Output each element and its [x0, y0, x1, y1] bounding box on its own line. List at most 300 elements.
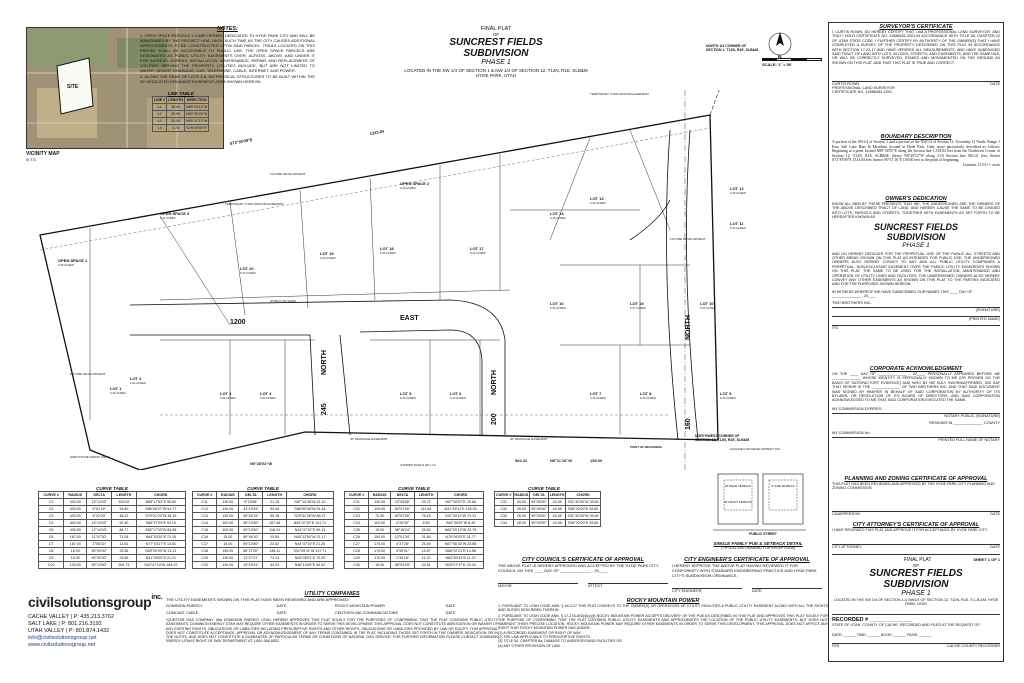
notes-block	[140, 26, 315, 84]
curve-table-cell: 90°00'00"	[531, 507, 547, 511]
lot-label-area: 0.44 ACRES	[730, 226, 746, 230]
curve-table-cell: 13°14'03"	[87, 499, 112, 506]
lot-label-area: 0.44 ACRES	[380, 251, 396, 255]
curve-table-4	[494, 486, 599, 527]
surveyor-title: SURVEYOR'S CERTIFICATE	[879, 24, 953, 30]
curve-table-cell: 11.22	[415, 555, 438, 562]
curve-table-cell: 25.59	[415, 541, 438, 548]
curve-table-cell: 63°57'50"	[391, 513, 415, 520]
council-title: CITY COUNCIL'S CERTIFICATE OF APPROVAL	[521, 557, 644, 563]
curve-table-header-cell: LENGTH	[549, 493, 565, 497]
curve-table-header-cell: CURVE #	[39, 492, 64, 499]
curve-table-cell: S66°00'08"W 91.44	[286, 506, 333, 513]
curve-table-cell: N66°02'21"E 14.56	[438, 548, 484, 555]
logo-wordmark: civilsolutionsgroup$^{inc.}$	[28, 594, 163, 610]
curve-table-cell: 63°57'50"	[391, 506, 415, 513]
curve-table-header-cell: CHORD	[566, 492, 600, 499]
curve-table-cell: 15.00	[217, 541, 239, 548]
curve-table-cell: 48.22	[112, 513, 136, 520]
lot-label-area: 0.44 ACRES	[470, 251, 486, 255]
open-space-label-area: 0.35 ACRES	[58, 263, 74, 267]
curve-table-cell: 39°44'19"	[239, 513, 263, 520]
curve-table-row	[495, 499, 601, 506]
bearing-bottom-2: N0°11'16"W	[550, 458, 573, 463]
curve-table-cell: 90°13'50"	[239, 520, 263, 527]
curve-table-row	[345, 534, 484, 541]
corporate-printed: PRINTED FULL NAME OF NOTARY	[832, 437, 1000, 442]
curve-table-cell: 130.00	[217, 555, 239, 562]
curve-table-cell: N25°25'21"E 70.29	[286, 555, 333, 562]
north-arrow-icon	[760, 30, 800, 60]
curve-table-header-cell: CHORD	[136, 492, 185, 499]
greystone-label: GREYSTONE FARMS UNIT 2	[70, 455, 111, 459]
curve-table-row	[193, 499, 334, 506]
curve-table-cell: 2°06'33"	[87, 541, 112, 548]
notes-title: NOTES:	[217, 26, 238, 32]
curve-table-cell: 133.00	[64, 562, 87, 569]
site-label: SITE	[67, 84, 79, 90]
line-table-cell: L1	[153, 104, 167, 111]
setback-side: 8' SIDE SETBACK	[771, 484, 795, 488]
attorney-title: CITY ATTORNEY'S CERTIFICATE OF APPROVAL	[852, 522, 980, 528]
lot-label-area: 0.44 ACRES	[220, 396, 236, 400]
boundary-contains: Contains 13.54 +/- acres	[962, 162, 1000, 167]
engineer-certificate	[672, 557, 822, 593]
planning-certificate	[832, 476, 1000, 516]
curve-table-4-title: CURVE TABLE	[528, 486, 560, 491]
lot-label-area: 0.44 ACRES	[550, 306, 566, 310]
lot-label-name: LOT 12	[730, 186, 744, 191]
lot-label-name: LOT 14	[550, 211, 564, 216]
rmp-title: ROCKY MOUNTAIN POWER	[626, 598, 700, 604]
curve-table-header-cell: CURVE #	[193, 492, 217, 499]
curve-table-cell: N31°39'11"E 105.93	[438, 506, 484, 513]
curve-table-cell: 400.00	[64, 520, 87, 527]
curve-table-cell: C33	[495, 513, 514, 520]
line-table-cell: L3	[153, 118, 167, 125]
logo-email[interactable]: info@civilsolutionsgroup.net	[28, 635, 97, 641]
curve-table-1	[38, 486, 186, 569]
utility-comcast-date: DATE	[276, 611, 287, 615]
engineer-date: DATE	[752, 588, 822, 593]
tb-location: LOCATED IN THE SW 1/4 OF SECTION 1 & NW1/4 OF SECTION 12, T12N, R1E, S.L.B.&M. HYDE PARK, UTAH	[833, 598, 999, 607]
boundary-text: A portion of the SW1/4 of Section 1 and a portion of the NW1/4 of Section 12, Township 12 North, Range 1 East, Salt Lake Base & Meridian, located in Hyde Park, Utah, more particularly described as follows: Beginning at a point located N89°54'05"E along the Section line 1,318.82 feet from the Northwest Corner of Section 12, T12N, R1E, SLB&M; thence N0°28'52"W along 1/16 Section line 982.41 feet; thence S72°39'09"E 1343.84 feet; thence S0°11'16"E 158.00 feet to the point of beginning.	[832, 140, 1000, 163]
lot-label-name: LOT 19	[320, 251, 334, 256]
lot-label-area: 0.46 ACRES	[550, 216, 566, 220]
curve-table-cell: C3	[39, 513, 64, 520]
lot-label-name: LOT 6	[450, 391, 462, 396]
logo-line-3: UTAH VALLEY | P: 801.874.1432	[28, 628, 110, 634]
surveyor-name: CURTIS ROWN	[832, 82, 860, 87]
curve-table-row	[39, 513, 186, 520]
curve-table-cell: 111.64	[415, 506, 438, 513]
corporate-text: ON THE ____ DAY OF ______________ , 20____ PERSONALLY APPEARED BEFORE ME ______________ WHOSE IDENTITY IS PERSONALLY KNOWN TO ME (OR PROVEN ON THE BASIS OF SATISFACTORY EVIDENCE) AND WHO BY ME DULY SWORN/AFFIRMED, DID SAY THAT HE/SHE IS THE ______________ OF TWO BROTHERS INC. AND THAT SAID DOCUMENT WAS SIGNED BY HIM/HER IN BEHALF OF SAID CORPORATION BY AUTHORITY OF ITS BYLAWS, OR RESOLUTION OF ITS BOARD OF DIRECTORS, AND SAID CORPORATION ACKNOWLEDGED TO ME THAT SAID CORPORATION EXECUTED THE SAME.	[832, 372, 1000, 403]
boundary-description	[832, 134, 1000, 167]
curve-table-cell: 28.00	[513, 520, 530, 527]
header-name-1: SUNCREST FIELDS	[449, 37, 543, 48]
vicinity-map-scale: N.T.S.	[26, 157, 37, 162]
boundary-line	[40, 115, 718, 470]
curve-table-cell: 70.00	[369, 513, 391, 520]
curve-table-cell: N44°47'10"E 99.13	[286, 527, 333, 534]
lot-label-name: LOT 15	[630, 301, 644, 306]
curve-table-cell: 23.62	[263, 541, 286, 548]
curve-table-cell: 21.15	[263, 499, 286, 506]
curve-table-row	[193, 520, 334, 527]
curve-table-cell: 4°37'28"	[391, 541, 415, 548]
curve-table-cell: 28.00	[513, 506, 530, 513]
curve-table-header-cell: LENGTH	[415, 492, 438, 499]
lot-label-name: LOT 9	[720, 391, 732, 396]
curve-table-cell: S83°17'03"W 84.58	[136, 527, 185, 534]
street-north-1: NORTH	[321, 350, 328, 375]
utility-dominion-date: DATE	[276, 604, 287, 608]
curve-table-cell: 130.00	[217, 499, 239, 506]
dedication-text-2: AND DO HEREBY DEDICATE FOR THE PERPETUAL USE OF THE PUBLIC ALL STREETS AND OTHER AREAS SHOWN ON THIS PLAT AS INTENDED FOR PUBLIC USE. THE UNDERSIGNED OWNERS ALSO HEREBY CONVEY TO ANY AND ALL PUBLIC UTILITY COMPANIES A PERPETUAL, NON-EXCLUSIVE EASEMENT OVER THE PUBLIC UTILITY EASEMENTS SHOWN ON THIS PLAT, THE SAME TO BE USED FOR THE INSTALLATION, MAINTENANCE AND OPERATION OF UTILITY LINES AND FACILITIES. THE UNDERSIGNED OWNERS ALSO HEREBY CONVEY ANY OTHER EASEMENTS AS SHOWN ON THIS PLAT TO THE PARTIES INDICATED AND FOR THE PURPOSES SHOWN HEREON.	[832, 251, 1000, 287]
curve-table-cell: 51.80	[112, 506, 136, 513]
curve-table-cell: 90°13'50"	[239, 541, 263, 548]
setback-detail	[708, 470, 808, 545]
recorder-block	[832, 614, 1000, 648]
lot-label-area: 0.44 ACRES	[400, 396, 416, 400]
curve-table-header-cell: DELTA	[530, 492, 548, 499]
logo-line-1: CACHE VALLEY | P: 435.213.3762	[28, 614, 114, 620]
dedication-witness: IN WITNESS WHEREOF WE HAVE SUBSCRIBED OUR NAMES THIS ____ DAY OF ______________ , 20____	[832, 289, 973, 298]
curve-table-cell: 90°13'50"	[87, 562, 112, 569]
distance-982: 982.41	[515, 458, 528, 463]
surveyor-text: I, CURTIS ROWN, DO HEREBY CERTIFY THAT I AM A PROFESSIONAL LAND SURVEYOR, AND THAT I HOLD CERTIFICATE NO. 12686452-2201 IN ACCORDANCE WITH TITLE 58, CHAPTER 22 OF UTAH STATE CODE. I FURTHER CERTIFY BY AUTHORITY OF THE OWNER(S) THAT I HAVE COMPLETED A SURVEY OF THE PROPERTY DESCRIBED ON THIS PLAT IN ACCORDANCE WITH SECTION 17-23-17 AND HAVE VERIFIED ALL MEASUREMENTS, AND HAVE SUBDIVIDED SAID TRACT OF LAND INTO LOTS, BLOCKS, STREETS, AND EASEMENTS, AND THE SAME HAS, OR WILL BE CORRECTLY SURVEYED, STAKED AND MONUMENTED ON THE GROUND AS SHOWN ON THIS PLAT, AND THAT THIS PLAT IS TRUE AND CORRECT.	[832, 30, 1000, 65]
lot-label-name: LOT 4	[260, 391, 272, 396]
curve-table-cell: 8.50	[415, 520, 438, 527]
curve-table-row	[39, 506, 186, 513]
utility-companies	[166, 591, 498, 644]
logo-website[interactable]: www.civilsolutionsgroup.net	[28, 642, 96, 648]
curve-table-row	[39, 555, 186, 562]
curve-table-cell: 90°00'00"	[531, 514, 547, 518]
curve-table-cell: C5	[39, 527, 64, 534]
curve-table-cell: 15.00	[369, 527, 391, 534]
lot-label-area: 0.44 ACRES	[260, 396, 276, 400]
rmp-item-2: 2. PURSUANT TO UTAH CODE ANN. § 17-27A-603(4)(c)(ii) ROCKY MOUNTAIN POWER ACCEPTS DELIVERY OF THE PUE AS DESCRIBED IN THIS PLAT AND APPROVES THIS PLAT SOLELY FOR THE PURPOSE OF CONFIRMING THAT THE PLAT CONTAINS PUBLIC UTILITY EASEMENTS AND APPROXIMATES THE LOCATION OF THE PUBLIC UTILITY EASEMENTS, BUT DOES NOT WARRANT THEIR PRECISE LOCATION. ROCKY MOUNTAIN POWER MAY REQUIRE OTHER EASEMENTS IN ORDER TO SERVE THIS DEVELOPMENT. THIS APPROVAL DOES NOT AFFECT ANY RIGHT THAT ROCKY MOUNTAIN POWER HAS UNDER:	[498, 613, 828, 631]
dedication-printed: (PRINTED NAME)	[832, 316, 1000, 321]
curve-table-cell: 100.00	[217, 527, 239, 534]
curve-table-cell: 15.00	[217, 534, 239, 541]
curve-table-cell: 6°51'15"	[87, 506, 112, 513]
header-name-2: SUBDIVISION	[463, 48, 529, 59]
lot-label-name: LOT 17	[470, 246, 484, 251]
curve-table-cell: 28.00	[513, 513, 530, 520]
lot-label-name: LOT 2	[130, 376, 142, 381]
curve-table-cell: C13	[193, 513, 217, 520]
council-text: THE ABOVE PLAT IS HEREBY APPROVED AND ACCEPTED BY THE HYDE PARK CITY COUNCIL ON THIS ____ DAY OF ______________ , 20____	[498, 563, 659, 573]
lot-label-name: LOT 16	[550, 301, 564, 306]
open-space-label-name: OPEN SPACE 2	[400, 181, 430, 186]
curve-table-cell: 100.00	[369, 534, 391, 541]
curve-table-cell: 23.56	[112, 555, 136, 562]
curve-table-cell: 145.11	[263, 548, 286, 555]
rmp-block	[498, 598, 828, 648]
curve-table-row	[193, 527, 334, 534]
line-table-cell: 30.00	[167, 104, 185, 111]
lot-label-name: LOT 18	[380, 246, 394, 251]
curve-table-cell: 11°07'30"	[87, 534, 112, 541]
curve-table-cell: 15.00	[64, 555, 87, 562]
lot-label-area: 0.44 ACRES	[320, 256, 336, 260]
curve-table-cell: S31°39'11"W 74.13	[438, 513, 484, 520]
planning-title: PLANNING AND ZONING CERTIFICATE OF APPROVAL	[844, 476, 988, 482]
rmp-item-3: (1) A RECORDED EASEMENT OR RIGHT OF WAY	[498, 630, 581, 635]
tb-name-1: SUNCREST FIELDS	[869, 568, 963, 579]
corporate-expires: MY COMMISSION EXPIRES:	[832, 406, 883, 411]
curve-table-cell: N29°27'47"E 20.34	[438, 562, 484, 569]
curve-table-cell: 41°10'53"	[239, 506, 263, 513]
street-200: 200	[491, 413, 498, 425]
curve-table-cell: 13°14'03"	[87, 520, 112, 527]
engineer-text: I HEREBY APPROVE THE ABOVE PLAT HAVING REVIEWED IT FOR CONFORMITY WITH STANDARD ENGINEERING PRACTICE AND HYDE PARK CITY'S SUBDIVISION ORDINANCE.	[672, 563, 817, 578]
utility-rmp-date: DATE	[445, 604, 456, 608]
curve-table-row	[193, 555, 334, 562]
lot-label-area: 0.44 ACRES	[720, 396, 736, 400]
curve-table-cell: C1	[39, 499, 64, 506]
curve-table-cell: 167.00	[64, 541, 87, 548]
lot-label-area: 0.44 ACRES	[590, 201, 606, 205]
curve-table-cell: 170.00	[369, 555, 391, 562]
line-table-cell: N89°24'13"W	[185, 105, 208, 109]
utility-rmp: ROCKY MOUNTAIN POWER	[335, 604, 385, 608]
council-attest: ATTEST	[588, 583, 668, 588]
title-block	[832, 554, 1000, 607]
curve-table-cell: 90°00'00"	[531, 500, 547, 504]
line-table-cell: 30.00	[167, 118, 185, 125]
curve-table-row	[495, 520, 601, 527]
drainage-2: 40' DRAINAGE EASEMENT	[510, 437, 548, 441]
curve-table-cell: C16	[193, 534, 217, 541]
curve-table-cell: 170.00	[369, 541, 391, 548]
curve-table-cell: 90.16	[263, 513, 286, 520]
curve-table-cell: C27	[345, 541, 369, 548]
line-table-cell: N59°35'26"W	[185, 112, 208, 116]
recorder-fee: FEE	[832, 644, 840, 649]
curve-table-cell: C31	[495, 499, 514, 506]
curve-table-cell: C2	[39, 506, 64, 513]
curve-table-cell: S85°17'03"E 92.19	[136, 520, 185, 527]
curve-table-cell: 84.77	[112, 527, 136, 534]
curve-table-header-cell: RADIUS	[217, 492, 239, 499]
curve-table-cell: 65°27'00"	[239, 548, 263, 555]
street-1200: 1200	[230, 319, 246, 326]
curve-table-row	[345, 506, 484, 513]
curve-table-cell: 85°53'33"	[391, 562, 415, 569]
utility-note: *QUESTAR GAS COMPANY, dba DOMINION ENERGY UTAH, HEREBY APPROVES THIS PLAT SOLELY FOR THE PURPOSES OF CONFIRMING THAT THE PLAT CONTAINS PUBLIC UTILITY EASEMENTS. DOMINION ENERGY UTAH MAY REQUIRE OTHER EASEMENTS IN ORDER TO SERVE THIS DEVELOPMENT. THIS APPROVAL DOES NOT CONSTITUTE ABROGATION OR WAIVER OF ANY EXISTING RIGHTS, OBLIGATIONS OR LIABILITIES INCLUDING PRESCRIPTIVE RIGHTS AND OTHER RIGHTS, OBLIGATIONS OR LIABILITIES PROVIDED BY LAW OR EQUITY. THIS APPROVAL DOES NOT CONSTITUTE ACCEPTANCE, APPROVAL OR ACKNOWLEDGEMENT OF ANY TERMS CONTAINED IN THE PLAT, INCLUDING THOSE SET FORTH IN THE OWNERS DEDICATION OR IN THE NOTES, AND DOES NOT CONSTITUTE A GUARANTEE OF PARTICULAR TERMS OR CONDITIONS OF NATURAL GAS SERVICE. FOR FURTHER INFORMATION PLEASE CONTACT DOMINION ENERGY UTAH'S RIGHT-OF-WAY DEPARTMENT AT 1-800-366-8532.	[166, 618, 498, 644]
open-space-label-area: 0.46 ACRES	[400, 186, 416, 190]
curve-table-row	[39, 562, 186, 569]
curve-table-header-cell: RADIUS	[369, 492, 391, 499]
curve-table-cell: S58°20'00"E 39.60	[567, 521, 599, 525]
curve-table-cell: 23.56	[112, 548, 136, 555]
curve-table-row	[193, 534, 334, 541]
curve-table-cell: N44°47'10"E 21.26	[286, 541, 333, 548]
curve-table-3-title: CURVE TABLE	[398, 486, 430, 491]
corporate-notary-sig: NOTARY PUBLIC (SIGNATURE)	[832, 413, 1000, 418]
line-table-title: LINE TABLE	[167, 91, 194, 96]
utility-centurylink: CENTURYLINK COMMUNICATIONS	[335, 611, 398, 615]
curve-table-cell: S31°40'00"W 39.60	[567, 500, 599, 504]
curve-table-row	[345, 555, 484, 562]
lot-label-name: LOT 20	[240, 266, 254, 271]
curve-table-cell: 11°27'21"	[239, 555, 263, 562]
curve-table-cell: C30	[345, 562, 369, 569]
curve-table-cell: 130.00	[369, 499, 391, 506]
attorney-text: I HAVE REVIEWED THIS PLAT AND APPROVE IT FOR ACCEPTANCE BY HYDE PARK CITY.	[832, 528, 988, 532]
curve-table-cell: C8	[39, 548, 64, 555]
curve-table-header-cell: DELTA	[239, 492, 263, 499]
curve-table-header-cell: LENGTH	[263, 492, 286, 499]
curve-table-cell: N57°39'57"E 29.66	[438, 499, 484, 506]
dedication-its: ITS	[832, 325, 1000, 330]
lot-label-area: 0.44 ACRES	[730, 191, 746, 195]
lot-label-name: LOT 11	[730, 221, 744, 226]
curve-table-cell: N45°12'50"W 21.17	[286, 534, 333, 541]
north-quarter-label: NORTH 1/4 CORNER OF SECTION 1, T12N, R1E, SLB&M	[706, 44, 759, 52]
point-of-beginning: POINT OF BEGINNING	[630, 445, 663, 449]
lot-lines	[90, 130, 690, 435]
engineer-title: CITY ENGINEER'S CERTIFICATE OF APPROVAL	[684, 557, 810, 563]
engineer-sig: CITY ENGINEER	[672, 588, 742, 593]
header-location: LOCATED IN THE SW 1/4 OF SECTION 1 & NW 1/4 OF SECTION 12, T12N, R1E, SLB&M	[404, 68, 588, 73]
curve-table-cell: C34	[495, 520, 514, 527]
curve-table-cell: 71.26	[112, 534, 136, 541]
curve-table-cell: 90°00'00"	[87, 548, 112, 555]
bearing-bottom: N0°28'52"W	[250, 461, 273, 466]
temp-turnaround-2: TEMPORARY TURN AROUND EASEMENT	[590, 92, 650, 96]
curve-table-header	[193, 492, 334, 499]
setback-street: PUBLIC STREET	[749, 532, 777, 536]
curve-table-cell: N84°20'20"E 71.15	[136, 534, 185, 541]
curve-table-row	[39, 527, 186, 534]
public-row-label: (PUBLIC 66' WIDE)	[270, 299, 297, 303]
planning-chair: CHAIRPERSON	[832, 511, 860, 516]
header-city: HYDE PARK, UTAH	[475, 73, 517, 78]
setback-front: 25' FRONT SETBACK	[724, 500, 752, 504]
lot-label-name: LOT 1	[110, 386, 122, 391]
curve-table-cell: C6	[39, 534, 64, 541]
curve-table-cell: C14	[193, 520, 217, 527]
street-north-3: NORTH	[685, 315, 692, 340]
curve-table-cell: 4°59'31"	[391, 548, 415, 555]
street-north-2: NORTH	[491, 370, 498, 395]
utility-centurylink-date: DATE	[445, 611, 456, 615]
curve-table-cell: 23.50	[263, 534, 286, 541]
curve-table-row	[345, 520, 484, 527]
tie-line	[710, 90, 730, 115]
curve-table-cell: 90°00'00"	[531, 521, 547, 525]
line-table-cell: 30.00	[167, 111, 185, 118]
drainage-1: 40' DRAINAGE EASEMENT	[350, 437, 388, 441]
curve-table-cell: N64°35'32"E 11.22	[438, 555, 484, 562]
notes-item-2: 2. ALONG THE REAR OF LOTS 4-8, NO PHYSICAL STRUCTURES TO BE BUILT WITHIN THE 40' DEDICATED DRAINAGE EASEMENT AREA SHOWN HEREON.	[140, 74, 315, 84]
curve-table-cell: 13°05'58"	[391, 499, 415, 506]
curve-table-cell: 170.00	[369, 548, 391, 555]
open-space-label-name: OPEN SPACE 3	[160, 211, 190, 216]
curve-table-cell: 4°25'30"	[391, 520, 415, 527]
curve-table-cell: 71.14	[263, 555, 286, 562]
curve-table-cell: 130.00	[217, 562, 239, 569]
curve-table-cell: 9°19'58"	[239, 499, 263, 506]
curve-table-header-cell: RADIUS	[514, 493, 529, 497]
line-table-header-cell: DIRECTION	[184, 97, 208, 104]
utility-comcast: COMCAST CABLE	[166, 611, 199, 615]
curve-table-cell: C21	[345, 499, 369, 506]
curve-table-cell: C15	[193, 527, 217, 534]
curve-table-row	[345, 527, 484, 534]
curve-table-cell: C10	[39, 562, 64, 569]
curve-table-cell: N62°29'12"W 22.75	[438, 527, 484, 534]
line-table-cell: L2	[153, 111, 167, 118]
curve-table-header-cell: DELTA	[87, 492, 112, 499]
curve-table-row	[345, 541, 484, 548]
curve-table-row	[39, 541, 186, 548]
curve-table-cell: N31°40'00"E 21.21	[136, 555, 185, 562]
lot-label-name: LOT 5	[400, 391, 412, 396]
curve-table-header-cell: CHORD	[286, 492, 333, 499]
street-lines	[130, 130, 698, 440]
curve-table-cell: 13°01'34"	[391, 534, 415, 541]
logo-line-2: SALT LAKE | P: 801.216.3192	[28, 621, 102, 627]
curve-table-header-cell: CURVE #	[496, 493, 512, 497]
curve-table-3	[344, 486, 484, 569]
curve-table-row	[345, 562, 484, 569]
nw-corner-label: NORTHWEST CORNER OF SECTION 12, T12N, R1E, SLB&M	[695, 434, 750, 442]
curve-table-row	[39, 548, 186, 555]
recorder-county: CACHE COUNTY RECORDER	[946, 644, 1000, 649]
owners-dedication	[832, 196, 1000, 330]
curve-table-cell: 130.00	[217, 513, 239, 520]
lot-label-area: 0.44 ACRES	[640, 396, 656, 400]
line-table-cell: 0.78	[167, 125, 185, 132]
curve-table-cell: 43.98	[548, 506, 566, 513]
curve-table-header	[495, 492, 601, 499]
planning-text: THIS PLAT HAS BEEN REVIEWED AND APPROVED BY THE HYDE PARK CITY PLANNING AND ZONING COMMISSION.	[832, 482, 995, 491]
street-245: 245	[321, 403, 328, 415]
curve-table-cell: 110.00	[369, 520, 391, 527]
curve-table-cell: C25	[345, 527, 369, 534]
chancellor-label: CHANCELLOR DEVELOPMENT INC.	[730, 447, 781, 451]
distance-158: 158.00	[590, 458, 603, 463]
curve-table-cell: 29.72	[415, 499, 438, 506]
dedication-text-1: KNOW ALL MEN BY THESE PRESENTS THAT WE, THE UNDERSIGNED ARE THE OWNERS OF THE ABOVE DESCRIBED TRACT OF LAND, AND HEREBY CAUSE THE SAME TO BE DIVIDED INTO LOTS, PARCELS AND STREETS, TOGETHER WITH EASEMENTS AS SET FORTH TO BE HEREAFTER KNOWN AS	[832, 202, 1000, 220]
curve-table-cell: 13.51	[112, 541, 136, 548]
curve-table-cell: 130.00	[217, 506, 239, 513]
lot-label-name: LOT 10	[700, 301, 714, 306]
lot-label-area: 0.44 ACRES	[590, 396, 606, 400]
surveyor-cert: CERTIFICATE NO. 12686452-2201	[832, 90, 893, 95]
setback-subtitle: (TYPICAL SEE DRAWING FOR EXCEPTIONS)	[720, 546, 796, 550]
curve-table-cell: 90°00'00"	[87, 555, 112, 562]
curve-table-cell: 130.00	[217, 548, 239, 555]
curve-table-cell: 98°16'24"	[391, 527, 415, 534]
curve-table-header-cell: RADIUS	[64, 492, 87, 499]
header-title	[380, 26, 612, 78]
curve-table-2-title: CURVE TABLE	[247, 486, 279, 491]
curve-table-cell: 204.73	[112, 562, 136, 569]
line-table-cell: N76°49'09"E	[186, 126, 207, 130]
curve-table-cell: 433.00	[64, 499, 87, 506]
dedication-signature: (SIGNATURE)	[832, 307, 1000, 312]
curve-table-cell: 44.23	[263, 562, 286, 569]
curve-table-cell: C4	[39, 520, 64, 527]
tb-final-plat: FINAL PLAT	[903, 557, 932, 563]
curve-table-row	[345, 513, 484, 520]
